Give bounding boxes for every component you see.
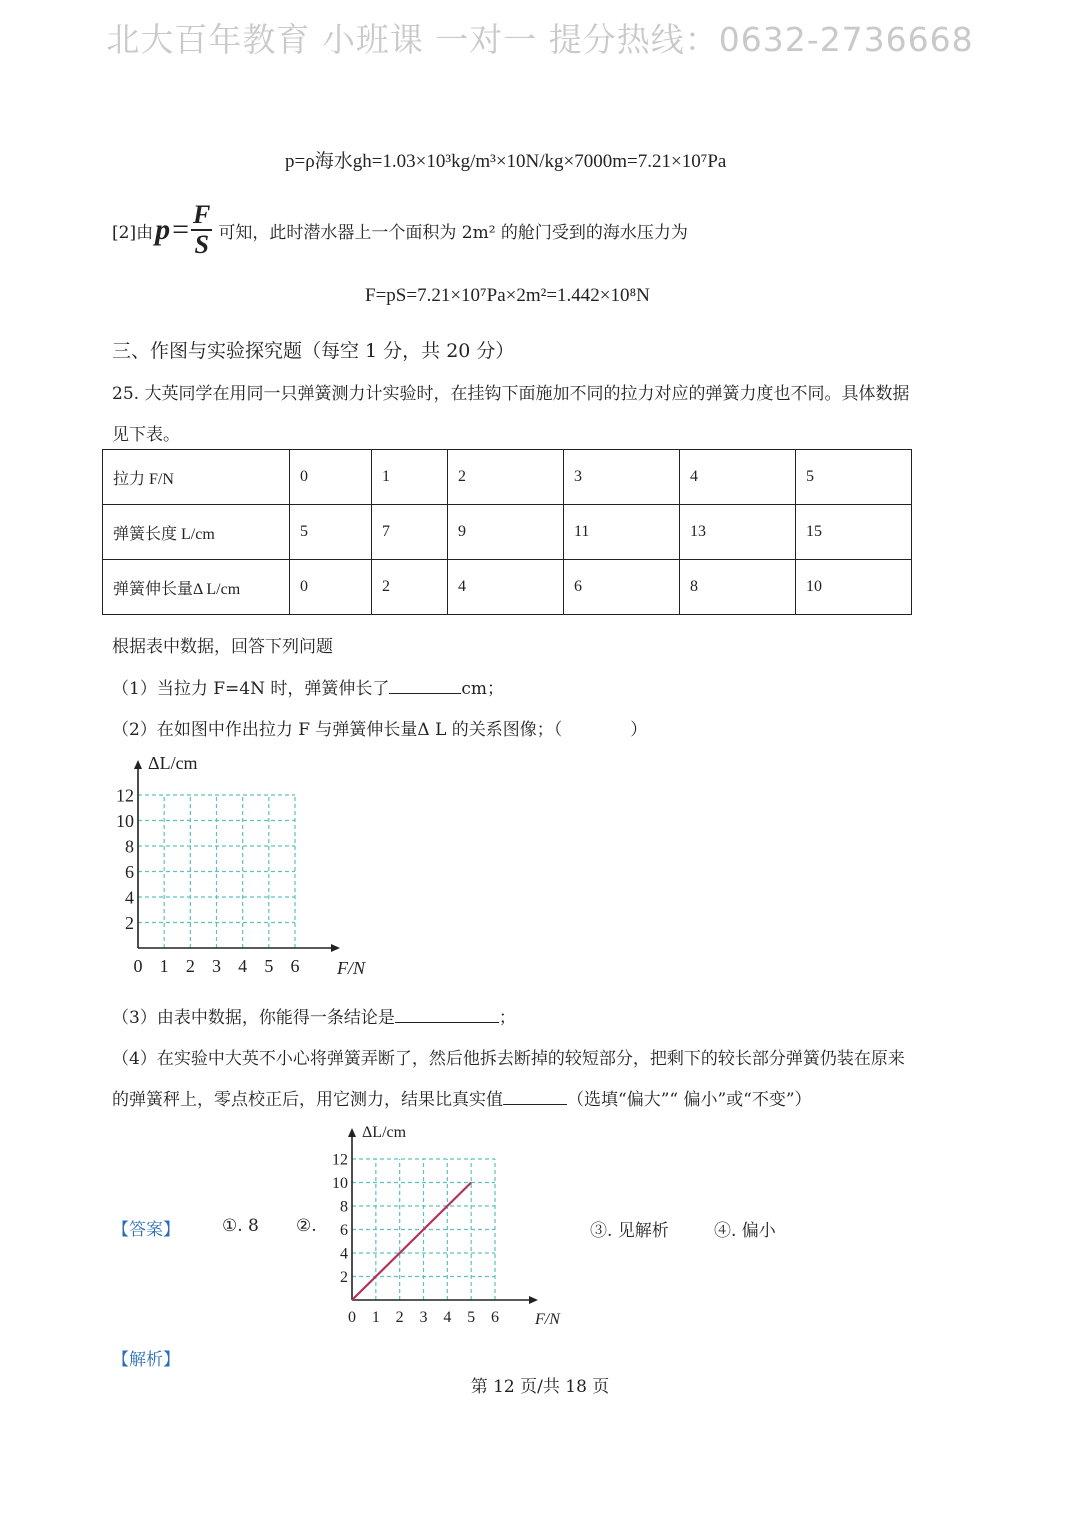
y-axis-arrow-icon [134,760,142,769]
q4-text: 的弹簧秤上，零点校正后，用它测力，结果比真实值 [112,1090,503,1110]
y-tick-label: 10 [332,1175,348,1193]
question-3 [112,1003,516,1028]
y-tick-label: 2 [340,1269,348,1287]
table-cell: 10 [796,560,912,615]
x-tick-label: 5 [467,1309,476,1326]
fraction-f-over-s [191,202,212,258]
sub2-suffix: 可知，此时潜水器上一个面积为 2m² 的舱门受到的海水压力为 [218,222,688,243]
table-cell: 1 [372,450,448,505]
table-cell: 2 [448,450,564,505]
table-cell: 15 [796,505,912,560]
formula-eq: = [172,213,190,246]
y-tick-label: 6 [340,1222,348,1240]
fraction-denominator: S [194,230,209,259]
x-tick-label: 2 [185,956,195,976]
answer-4: ④. 偏小 [714,1221,776,1241]
answer-3: ③. 见解析 [590,1221,669,1241]
answer-chart [322,1118,562,1328]
x-axis-label: F/N [535,1311,560,1328]
table-cell: 9 [448,505,564,560]
table-cell: 11 [564,505,680,560]
x-tick-label: 0 [133,956,143,976]
sub2-line [112,198,688,262]
y-tick-label: 8 [340,1198,348,1216]
y-tick-label: 4 [340,1245,348,1263]
question-4-line2 [112,1085,812,1110]
y-axis-label: ΔL/cm [148,753,198,773]
table-cell: 0 [290,450,372,505]
question-text-line1: 25. 大英同学在用同一只弹簧测力计实验时，在挂钩下面施加不同的拉力对应的弹簧力度也不同。具体数据 [112,384,910,404]
x-tick-label: 2 [395,1309,404,1326]
data-table [102,449,912,615]
series-line [352,1183,471,1301]
table-cell: 5 [290,505,372,560]
x-tick-label: 1 [159,956,169,976]
row-label: 弹簧长度 L/cm [103,505,290,560]
fraction-numerator: F [193,200,211,229]
x-tick-label: 3 [419,1309,428,1326]
row-label: 弹簧伸长量Δ L/cm [103,560,290,615]
table-cell: 8 [680,560,796,615]
formula-p: p [155,213,171,246]
question-1 [112,674,504,699]
q1-text: （1）当拉力 F=4N 时，弹簧伸长了 [112,679,390,699]
table-cell: 4 [448,560,564,615]
table-row [103,505,912,560]
y-tick-label: 8 [125,836,134,857]
sub2-prefix: [2]由 [112,222,154,243]
q4-answer-blank[interactable] [503,1086,567,1105]
answer-1: ①. 8 [222,1216,259,1236]
x-tick-label: 5 [264,956,274,976]
y-tick-label: 4 [125,887,134,908]
analysis-label: 【解析】 [112,1350,180,1370]
q3-text: （3）由表中数据，你能得一条结论是 [112,1008,395,1028]
x-tick-label: 0 [348,1309,356,1326]
x-axis-arrow-icon [529,1296,538,1304]
x-tick-label: 3 [212,956,221,976]
x-axis-label: F/N [337,958,366,978]
q4-options: （选填“偏大”“ 偏小”或“不变”） [567,1090,812,1110]
y-tick-label: 12 [332,1151,348,1169]
pressure-formula: p=ρ海水gh=1.03×10³kg/m³×10N/kg×7000m=7.21×10⁷Pa [285,151,727,172]
y-axis-arrow-icon [348,1128,356,1137]
x-tick-label: 1 [371,1309,380,1326]
row-label: 拉力 F/N [103,450,290,505]
table-cell: 3 [564,450,680,505]
table-cell: 2 [372,560,448,615]
q1-unit: cm； [461,679,505,699]
table-cell: 5 [796,450,912,505]
x-axis-arrow-icon [331,944,340,952]
y-tick-label: 10 [116,810,134,831]
x-tick-label: 4 [443,1309,452,1326]
y-tick-label: 2 [125,912,134,933]
force-formula: F=pS=7.21×10⁷Pa×2m²=1.442×10⁸N [365,285,650,306]
table-cell: 4 [680,450,796,505]
question-intro: 根据表中数据，回答下列问题 [112,637,333,657]
blank-chart [108,752,368,982]
y-axis-label: ΔL/cm [362,1124,407,1141]
table-cell: 13 [680,505,796,560]
table-cell: 0 [290,560,372,615]
question-2: （2）在如图中作出拉力 F 与弹簧伸长量Δ L 的关系图像；（ ） [112,720,648,740]
y-tick-label: 12 [116,785,134,806]
answer-2-label: ②. [296,1216,317,1236]
question-text-line2: 见下表。 [112,425,180,445]
q3-end: ； [498,1008,516,1028]
answer-label: 【答案】 [112,1220,180,1240]
y-tick-label: 6 [125,861,134,882]
table-row [103,560,912,615]
page-footer: 第 12 页/共 18 页 [470,1377,610,1397]
x-tick-label: 6 [491,1309,499,1326]
question-4-line1: （4）在实验中大英不小心将弹簧弄断了，然后他拆去断掉的较短部分，把剩下的较长部分弹簧仍装在原来 [112,1049,905,1069]
table-row [103,450,912,505]
table-cell: 6 [564,560,680,615]
q3-answer-blank[interactable] [395,1004,499,1023]
table-cell: 7 [372,505,448,560]
q1-answer-blank[interactable] [389,675,461,694]
watermark-header: 北大百年教育 小班课 一对一 提分热线：0632-2736668 [106,20,974,59]
section-title: 三、作图与实验探究题（每空 1 分，共 20 分） [112,340,515,362]
x-tick-label: 4 [238,956,248,976]
x-tick-label: 6 [290,956,300,976]
